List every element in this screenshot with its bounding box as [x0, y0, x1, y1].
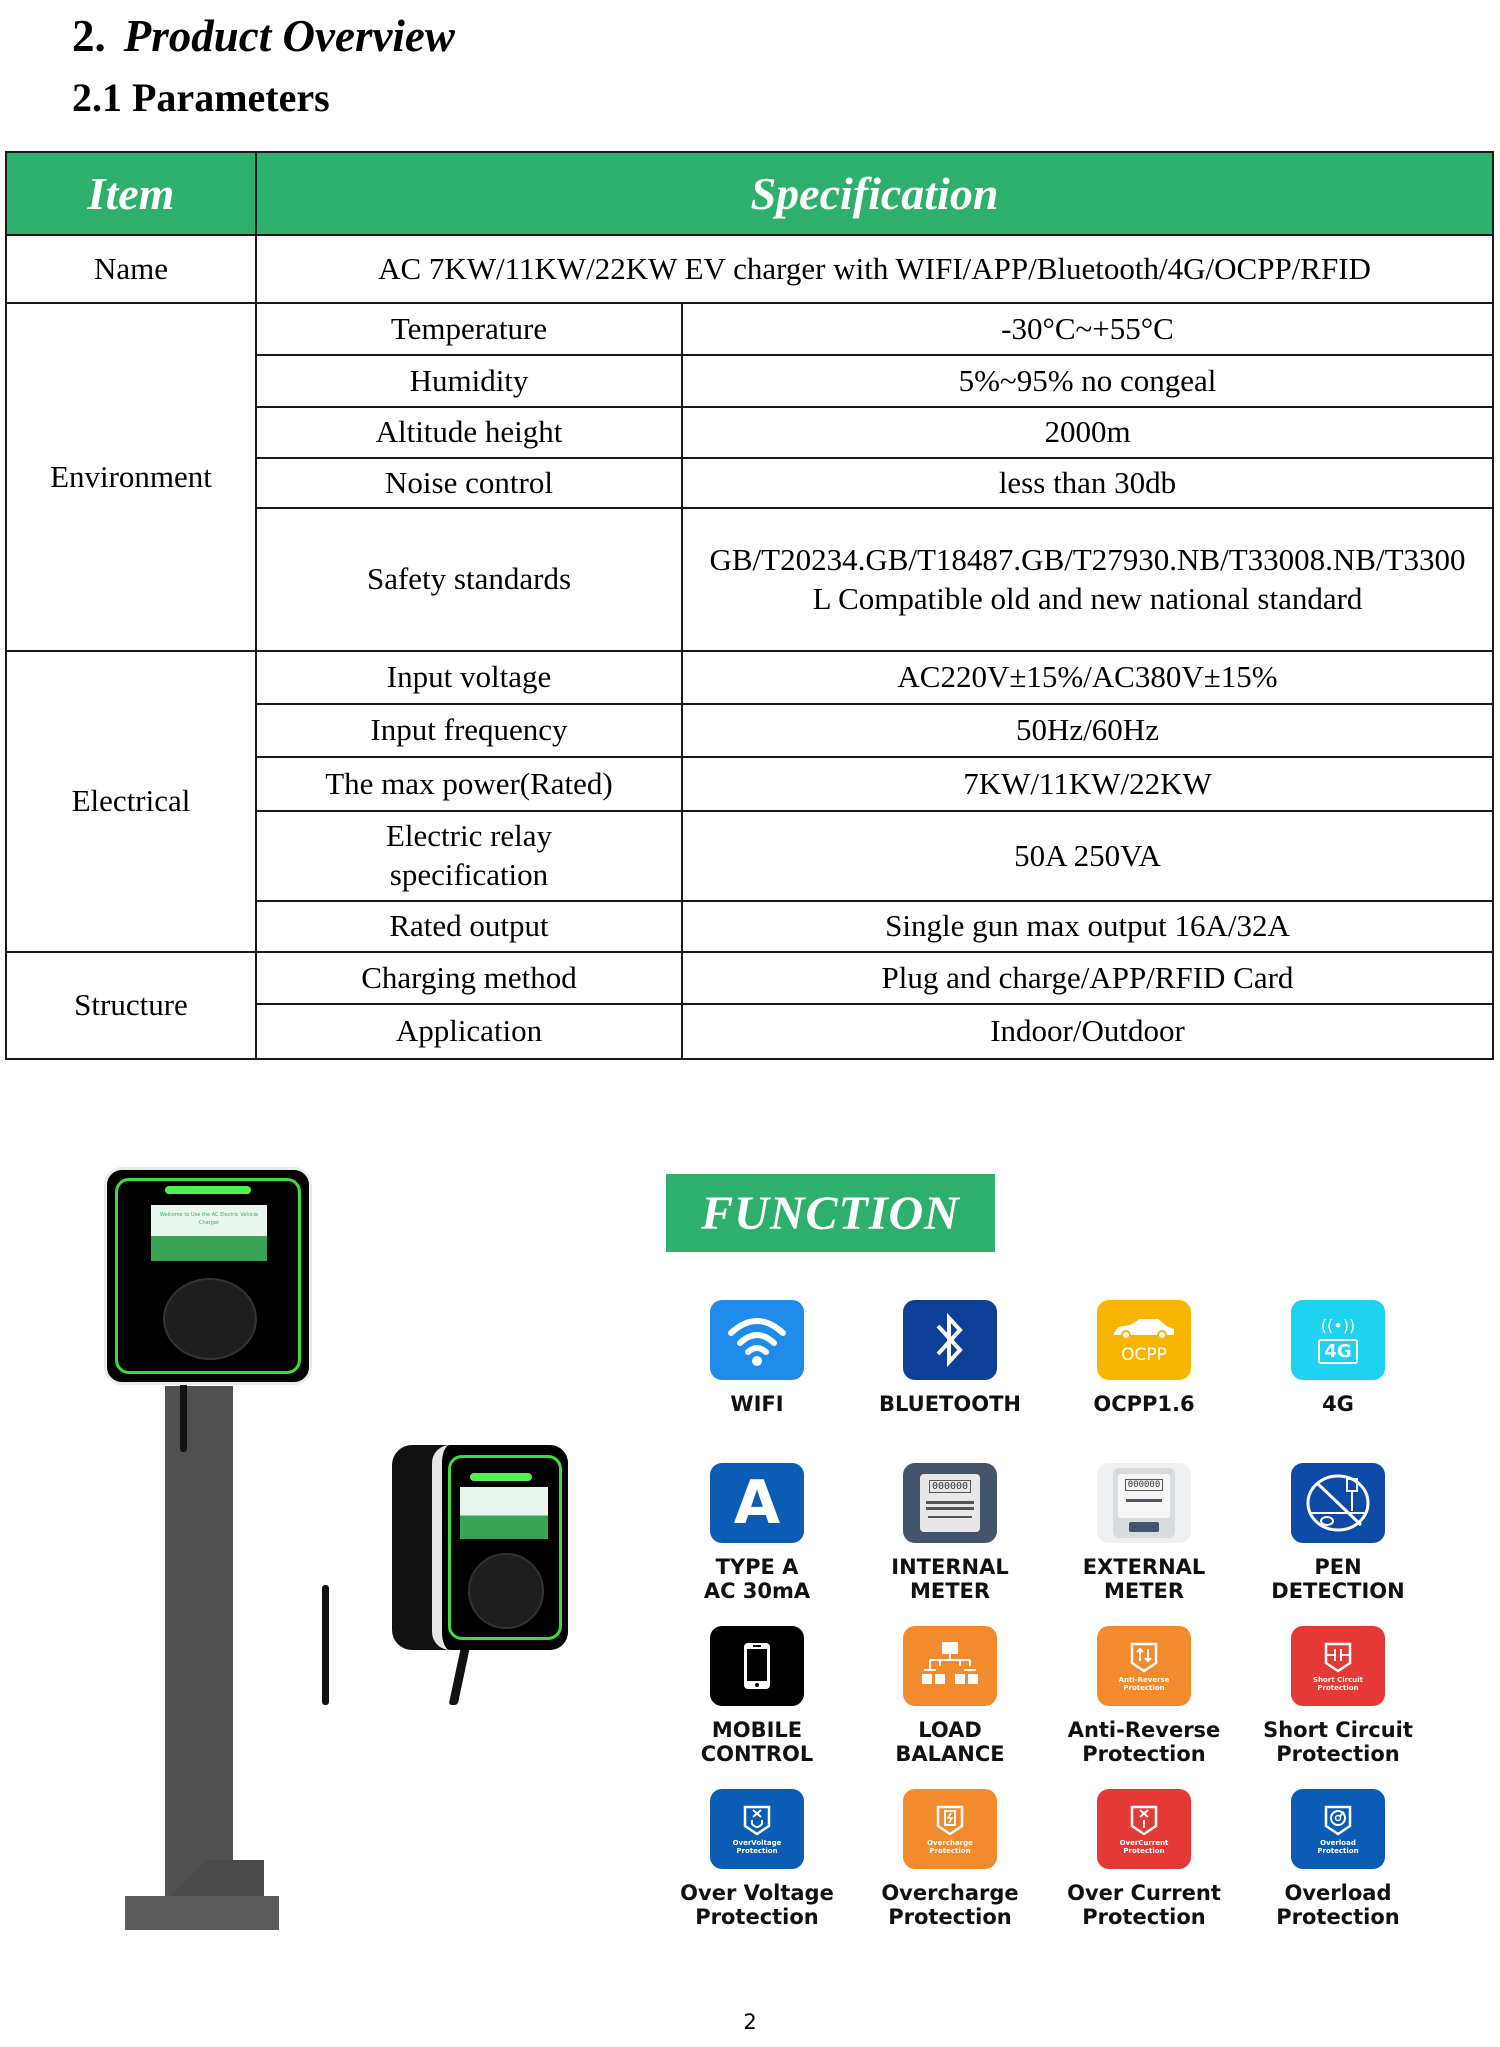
- pedestal-gusset: [140, 1860, 264, 1900]
- param-label: Safety standards: [256, 508, 682, 651]
- feature-mobile-control: [660, 1626, 854, 1766]
- param-label: Altitude height: [256, 407, 682, 458]
- parameters-table: [5, 151, 1494, 1060]
- param-value: 50Hz/60Hz: [682, 704, 1493, 757]
- feature-label: Anti-Reverse Protection: [1067, 1718, 1221, 1766]
- feature-over-voltage: [660, 1789, 854, 1929]
- param-value: 50A 250VA: [682, 811, 1493, 901]
- feature-type-a: [660, 1463, 854, 1603]
- icon-text: OverVoltage Protection: [732, 1838, 782, 1855]
- feature-anti-reverse: [1047, 1626, 1241, 1766]
- param-value: less than 30db: [682, 458, 1493, 508]
- param-label: The max power(Rated): [256, 757, 682, 811]
- status-led-bar: [165, 1186, 251, 1194]
- category-electrical: Electrical: [6, 651, 256, 952]
- icon-text: Overcharge Protection: [927, 1838, 973, 1855]
- pen-detection-icon: [1291, 1463, 1385, 1543]
- feature-over-current: [1047, 1789, 1241, 1929]
- feature-4g: [1241, 1300, 1435, 1416]
- table-row: [6, 651, 1493, 704]
- param-value: Plug and charge/APP/RFID Card: [682, 952, 1493, 1004]
- feature-label: TYPE A AC 30mA: [703, 1555, 811, 1603]
- status-led-bar: [470, 1473, 532, 1481]
- param-label: Electric relay specification: [256, 811, 682, 901]
- feature-short-circuit: [1241, 1626, 1435, 1766]
- feature-ocpp: [1047, 1300, 1241, 1416]
- icon-text: Short Circuit Protection: [1313, 1675, 1363, 1692]
- param-value: GB/T20234.GB/T18487.GB/T27930.NB/T33008.NB/T3300L Compatible old and new national standard: [682, 508, 1493, 651]
- icon-text: OverCurrent Protection: [1119, 1838, 1169, 1855]
- category-structure: Structure: [6, 952, 256, 1059]
- charger-screen: [151, 1205, 267, 1261]
- 4g-signal-icon: [1291, 1300, 1385, 1380]
- bluetooth-icon: [903, 1300, 997, 1380]
- subsection-heading: 2.1 Parameters: [72, 75, 330, 120]
- short-circuit-icon: [1291, 1626, 1385, 1706]
- feature-internal-meter: [853, 1463, 1047, 1603]
- param-value: AC220V±15%/AC380V±15%: [682, 651, 1493, 704]
- feature-wifi: [660, 1300, 854, 1416]
- feature-label: Over Voltage Protection: [680, 1881, 834, 1929]
- feature-external-meter: [1047, 1463, 1241, 1603]
- param-value: 5%~95% no congeal: [682, 355, 1493, 407]
- feature-label: WIFI: [730, 1392, 784, 1416]
- header-specification: Specification: [256, 152, 1493, 235]
- feature-label: Over Current Protection: [1067, 1881, 1221, 1929]
- feature-label: MOBILE CONTROL: [700, 1718, 814, 1766]
- icon-text: OCPP: [1121, 1345, 1167, 1365]
- feature-label: OCPP1.6: [1093, 1392, 1195, 1416]
- ocpp-car-icon: [1097, 1300, 1191, 1380]
- overload-icon: [1291, 1789, 1385, 1869]
- table-header-row: [6, 152, 1493, 235]
- icon-text: A: [733, 1468, 781, 1538]
- name-value: AC 7KW/11KW/22KW EV charger with WIFI/APP/Bluetooth/4G/OCPP/RFID: [256, 235, 1493, 303]
- feature-label: PEN DETECTION: [1271, 1555, 1405, 1603]
- icon-text: Anti-Reverse Protection: [1118, 1675, 1170, 1692]
- over-voltage-icon: [710, 1789, 804, 1869]
- function-banner: FUNCTION: [666, 1174, 995, 1252]
- section-number: 2.: [72, 11, 106, 61]
- charger-output-cable: [449, 1645, 471, 1705]
- icon-text: 000000: [1125, 1479, 1164, 1491]
- pedestal-base-plate: [125, 1896, 279, 1930]
- signal-waves-icon: ((•)): [1320, 1315, 1356, 1335]
- feature-label: LOAD BALANCE: [895, 1718, 1005, 1766]
- param-value: Indoor/Outdoor: [682, 1004, 1493, 1059]
- param-label: Rated output: [256, 901, 682, 952]
- wifi-icon: [710, 1300, 804, 1380]
- param-label: Temperature: [256, 303, 682, 355]
- feature-load-balance: [853, 1626, 1047, 1766]
- type2-socket-cover: [163, 1278, 257, 1360]
- over-current-icon: [1097, 1789, 1191, 1869]
- section-title: Product Overview: [123, 11, 455, 61]
- icon-text: 4G: [1318, 1339, 1357, 1364]
- param-label: Input voltage: [256, 651, 682, 704]
- pole-cable: [180, 1380, 187, 1452]
- feature-pen-detection: [1241, 1463, 1435, 1603]
- param-label: Humidity: [256, 355, 682, 407]
- overcharge-icon: [903, 1789, 997, 1869]
- table-row: [6, 952, 1493, 1004]
- anti-reverse-icon: [1097, 1626, 1191, 1706]
- external-meter-icon: [1097, 1463, 1191, 1543]
- param-label: Input frequency: [256, 704, 682, 757]
- feature-label: Overload Protection: [1276, 1881, 1400, 1929]
- type2-socket: [468, 1553, 544, 1629]
- feature-label: Short Circuit Protection: [1263, 1718, 1413, 1766]
- feature-label: 4G: [1322, 1392, 1354, 1416]
- param-label: Noise control: [256, 458, 682, 508]
- feature-label: Overcharge Protection: [881, 1881, 1019, 1929]
- feature-bluetooth: [853, 1300, 1047, 1416]
- charger-pedestal-pole: [165, 1386, 233, 1926]
- param-value: 7KW/11KW/22KW: [682, 757, 1493, 811]
- charger-face: [432, 1445, 568, 1650]
- feature-overload: [1241, 1789, 1435, 1929]
- mobile-phone-icon: [710, 1626, 804, 1706]
- icon-text: 000000: [929, 1480, 971, 1493]
- charger-screen: [460, 1487, 548, 1539]
- table-row: [6, 303, 1493, 355]
- feature-label: EXTERNAL METER: [1082, 1555, 1206, 1603]
- wall-charger-image: [392, 1445, 568, 1650]
- param-value: 2000m: [682, 407, 1493, 458]
- feature-label: BLUETOOTH: [879, 1392, 1021, 1416]
- category-environment: Environment: [6, 303, 256, 651]
- param-value: -30°C~+55°C: [682, 303, 1493, 355]
- section-heading: [72, 10, 455, 62]
- feature-overcharge: [853, 1789, 1047, 1929]
- param-value: Single gun max output 16A/32A: [682, 901, 1493, 952]
- item-name: Name: [6, 235, 256, 303]
- pedestal-charger-image: [104, 1167, 312, 1385]
- loose-cable: [322, 1585, 329, 1705]
- load-balance-icon: [903, 1626, 997, 1706]
- page-number: 2: [743, 2010, 757, 2034]
- feature-label: INTERNAL METER: [891, 1555, 1009, 1603]
- screen-welcome-text: Welcome to Use the AC Electric Vehicle Charger: [159, 1212, 259, 1226]
- icon-text: Overload Protection: [1317, 1838, 1359, 1855]
- param-label: Application: [256, 1004, 682, 1059]
- type-a-icon: [710, 1463, 804, 1543]
- table-row: [6, 235, 1493, 303]
- param-label: Charging method: [256, 952, 682, 1004]
- internal-meter-icon: [903, 1463, 997, 1543]
- header-item: Item: [6, 152, 256, 235]
